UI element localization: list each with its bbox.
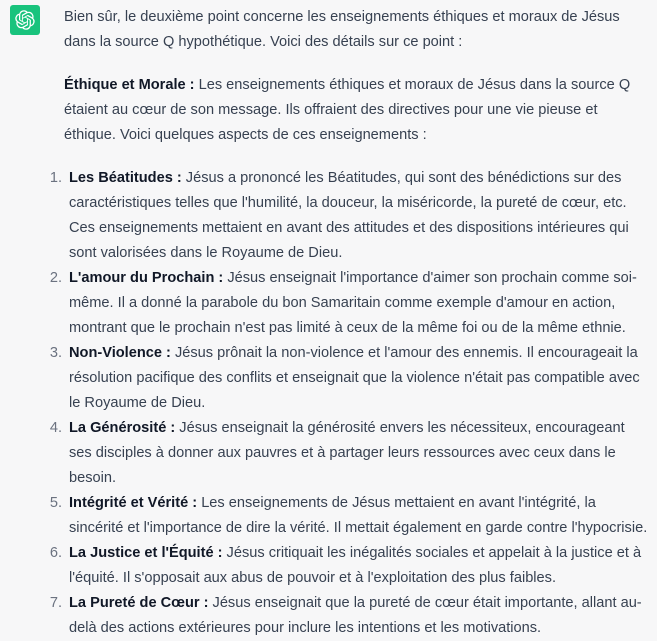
item-text: Jésus prônait la non-violence et l'amour des ennemis. Il encourageait la résolution pacifique des conflits et enseignait que la violence n'était pas compatible avec le Royaume de Dieu.	[69, 345, 640, 411]
item-number: 5.	[49, 495, 62, 511]
item-text: Jésus enseignait l'importance d'aimer son prochain comme soi-même. Il a donné la parabole du bon Samaritain comme exemple d'amour en action, montrant que le prochain n'est pas limité à ceux de la même foi ou de la même ethnie.	[69, 270, 637, 336]
item-title: La Justice et l'Équité :	[69, 545, 223, 561]
list-item	[49, 541, 649, 591]
section-paragraph	[64, 73, 649, 148]
assistant-avatar	[10, 5, 40, 35]
item-number: 7.	[49, 595, 62, 611]
list-item	[49, 416, 649, 491]
section-text: Les enseignements éthiques et moraux de Jésus dans la source Q étaient au cœur de son message. Ils offraient des directives pour une vie pieuse et éthique. Voici quelques aspects de ces enseignements :	[64, 77, 631, 143]
item-text: Jésus a prononcé les Béatitudes, qui sont des bénédictions sur des caractéristiques telles que l'humilité, la douceur, la miséricorde, la pureté de cœur, etc. Ces enseignements mettaient en avant des attitudes et des dispositions intérieures qui sont valorisées dans le Royaume de Dieu.	[69, 170, 629, 261]
section-title: Éthique et Morale :	[64, 77, 195, 93]
item-title: Intégrité et Vérité :	[69, 495, 198, 511]
list-item	[49, 491, 649, 541]
item-title: La Pureté de Cœur :	[69, 595, 209, 611]
item-title: Les Béatitudes :	[69, 170, 182, 186]
item-text: Les enseignements de Jésus mettaient en avant l'intégrité, la sincérité et l'importance de dire la vérité. Il mettait également en garde contre l'hypocrisie.	[69, 495, 648, 536]
item-title: Non-Violence :	[69, 345, 171, 361]
item-number: 2.	[49, 270, 62, 286]
item-text: Jésus critiquait les inégalités sociales et appelait à la justice et à l'équité. Il s'opposait aux abus de pouvoir et à l'exploitation des plus faibles.	[69, 545, 642, 586]
list-item	[49, 591, 649, 641]
openai-logo-icon	[15, 10, 35, 30]
list-item	[49, 166, 649, 266]
teachings-list	[49, 166, 649, 641]
item-text: Jésus enseignait que la pureté de cœur était importante, allant au-delà des actions extérieures pour inclure les intentions et les motivations.	[69, 595, 642, 636]
message-content	[49, 5, 649, 641]
item-title: L'amour du Prochain :	[69, 270, 224, 286]
intro-paragraph: Bien sûr, le deuxième point concerne les enseignements éthiques et moraux de Jésus dans la source Q hypothétique. Voici des détails sur ce point :	[64, 9, 620, 50]
item-text: Jésus enseignait la générosité envers les nécessiteux, encourageant ses disciples à donner aux pauvres et à partager leurs ressources avec ceux dans le besoin.	[69, 420, 625, 486]
item-number: 6.	[49, 545, 62, 561]
item-number: 3.	[49, 345, 62, 361]
list-item	[49, 266, 649, 341]
list-item	[49, 341, 649, 416]
item-number: 1.	[49, 170, 62, 186]
item-number: 4.	[49, 420, 62, 436]
item-title: La Générosité :	[69, 420, 176, 436]
